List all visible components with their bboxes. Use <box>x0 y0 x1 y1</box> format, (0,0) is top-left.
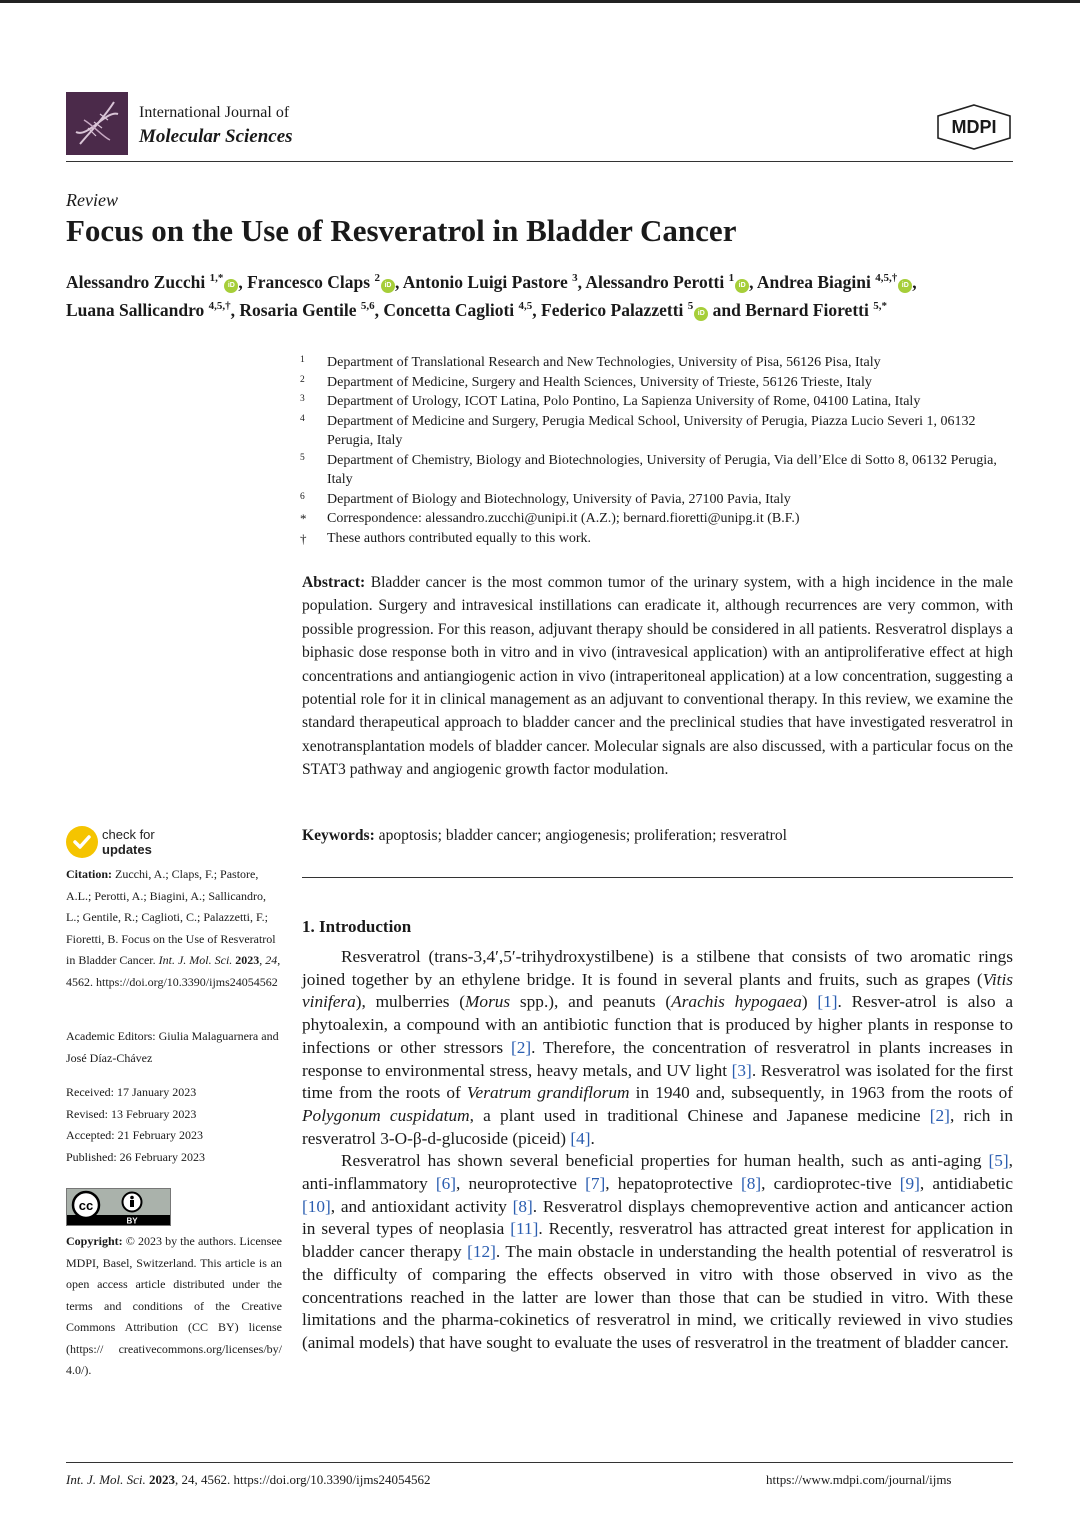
abstract-rule <box>302 877 1013 878</box>
checkmark-icon <box>66 826 98 858</box>
citation-label: Citation: <box>66 867 112 881</box>
species-name: Vitis vinifera <box>302 969 1013 1012</box>
body-text: . The main obstacle in understanding the health potential of resveratrol is the difficulty of comparing the effects observed in vitro with those observed in vivo as the concentrations reached in the latter are lower than those that can be studied in vitro. With these limitations and the pharma-cokinetics of resveratrol in mind, we critically reviewed in vivo studies (animal models) that have sought to evaluate the uses of resveratrol in the treatment of bladder cancer. <box>302 1242 1013 1352</box>
citation-doi[interactable]: https://doi.org/10.3390/ijms24054562 <box>96 974 278 989</box>
affiliation-mark: 2 <box>300 374 305 385</box>
dna-helix-icon <box>66 92 128 155</box>
section-heading-introduction: 1. Introduction <box>302 917 412 936</box>
author-affiliation-mark: 1,* <box>209 272 224 284</box>
affiliation-item <box>300 392 1020 412</box>
revised-date: Revised: 13 February 2023 <box>66 1106 197 1121</box>
body-text: , neuroprotective <box>456 1174 586 1194</box>
affiliation-mark: * <box>300 511 307 526</box>
affiliation-item <box>300 490 1020 510</box>
body-text: , antidiabetic <box>919 1174 1013 1194</box>
footer-year: 2023 <box>149 1472 176 1487</box>
reference-link[interactable]: [6] <box>435 1174 457 1194</box>
publisher-name: MDPI <box>951 117 997 137</box>
body-text: . Recently, resveratrol has attracted great interest for application in bladder cancer therapy <box>302 1219 1013 1262</box>
author-name: Bernard Fioretti <box>745 299 869 320</box>
academic-editors: Academic Editors: Giulia Malaguarnera and José Díaz-Chávez <box>66 1029 279 1065</box>
body-text: , anti-inflammatory <box>302 1151 1013 1194</box>
author-name: Luana Sallicandro <box>66 299 205 320</box>
affiliation-item <box>300 529 1020 549</box>
journal-logo <box>66 92 128 155</box>
footer-citation <box>66 1472 431 1488</box>
affiliation-mark: 1 <box>300 355 305 365</box>
author-name: Francesco Claps <box>247 271 371 292</box>
author-affiliation-mark: 2 <box>374 272 380 284</box>
author-affiliation-mark: 4,5 <box>518 299 533 312</box>
cc-by-license-badge[interactable] <box>66 1188 171 1226</box>
reference-link[interactable]: [5] <box>988 1151 1009 1171</box>
journal-name-line2: Molecular Sciences <box>139 126 293 147</box>
affiliation-text: Department of Urology, ICOT Latina, Polo Pontino, La Sapienza University of Rome, 04100 Latina, Italy <box>327 394 921 409</box>
body-text: , rich in resveratrol 3-O-β-d-glucoside (piceid) <box>302 1105 1013 1148</box>
author-name: Concetta Caglioti <box>383 299 515 320</box>
accepted-date: Accepted: 21 February 2023 <box>66 1128 203 1142</box>
orcid-icon[interactable]: iD <box>694 307 708 321</box>
orcid-icon[interactable]: iD <box>224 279 238 293</box>
body-text: , cardioprotec-tive <box>761 1174 900 1194</box>
citation-volume: 24 <box>265 953 278 967</box>
author-name: Antonio Luigi Pastore <box>402 271 568 292</box>
citation-block: Citation: Zucchi, A.; Claps, F.; Pastore, A.L.; Perotti, A.; Biagini, A.; Sallicandro, L.; Gentile, R.; Caglioti, C.; Palazzetti, F.; Fioretti, B. Focus on the Use of Resveratrol in Bladder Cancer. Int. J. Mol. Sci. 2023, 24, 4562. https://doi.org/10.3390/ijms24054562 <box>66 867 281 989</box>
keywords-label: Keywords: <box>302 827 375 844</box>
body-paragraph <box>302 1150 1013 1354</box>
citation-year: 2023 <box>235 953 260 967</box>
affiliation-item <box>300 353 1020 373</box>
top-border <box>0 0 1080 3</box>
species-name: Polygonum cuspidatum <box>302 1105 470 1125</box>
check-for-updates-text <box>102 827 155 857</box>
reference-link[interactable]: [10] <box>302 1196 331 1216</box>
copyright-text: © 2023 by the authors. Licensee MDPI, Basel, Switzerland. This article is an open access article distributed under the terms and conditions of the Creative Commons Attribution (CC BY) license (https:// creativecommons.org/licenses/by/ 4.0/). <box>66 1234 283 1377</box>
body-paragraph <box>302 946 1013 1150</box>
introduction-body <box>302 946 1013 1355</box>
body-text: . <box>590 1128 595 1148</box>
article-title: Focus on the Use of Resveratrol in Bladder Cancer <box>66 213 737 248</box>
cc-text: cc <box>78 1198 94 1213</box>
species-name: Arachis hypogaea <box>671 992 802 1012</box>
abstract <box>302 571 1013 782</box>
received-date: Received: 17 January 2023 <box>66 1085 197 1099</box>
body-text: ), mulberries ( <box>355 992 466 1012</box>
reference-link[interactable]: [9] <box>899 1174 920 1194</box>
author-name: Rosaria Gentile <box>239 299 357 320</box>
reference-link[interactable]: [2] <box>510 1037 532 1057</box>
affiliation-text: Department of Medicine, Surgery and Health Sciences, University of Trieste, 56126 Trieste, Italy <box>327 374 872 390</box>
dates-block <box>66 1082 282 1168</box>
affiliation-item <box>300 451 1020 490</box>
affiliation-item <box>300 412 1020 451</box>
author-affiliation-mark: 5,6 <box>360 299 375 312</box>
orcid-icon[interactable]: iD <box>898 279 912 293</box>
author-affiliation-mark: 4,5,† <box>875 272 898 284</box>
mdpi-logo[interactable] <box>936 104 1012 150</box>
abstract-label: Abstract: <box>302 574 366 591</box>
affiliation-mark: 5 <box>300 452 305 463</box>
reference-link[interactable]: [8] <box>740 1174 762 1194</box>
reference-link[interactable]: [2] <box>929 1105 950 1125</box>
species-name: Morus <box>465 992 511 1012</box>
body-text: , a plant used in traditional Chinese and Japanese medicine <box>469 1105 930 1125</box>
reference-link[interactable]: [12] <box>467 1242 496 1262</box>
body-text: . Resver-atrol is also a phytoalexin, a compound with an antibiotic function that is produced by higher plants in response to infections or other stressors <box>302 992 1014 1057</box>
reference-link[interactable]: [4] <box>570 1128 591 1148</box>
body-text: . Resveratrol displays chemopreventive action and anticancer action in several types of neoplasia <box>302 1196 1013 1239</box>
author-name: Andrea Biagini <box>756 271 871 292</box>
affiliation-text: Department of Translational Research and New Technologies, University of Pisa, 56126 Pisa, Italy <box>327 355 881 370</box>
author-affiliation-mark: 3 <box>572 272 578 284</box>
check-line1: check for <box>102 827 155 842</box>
body-text: spp.), and peanuts ( <box>510 992 672 1012</box>
article-type: Review <box>66 190 118 210</box>
reference-link[interactable]: [1] <box>817 992 838 1012</box>
orcid-icon[interactable]: iD <box>735 279 749 293</box>
affiliation-text: Department of Chemistry, Biology and Biotechnologies, University of Perugia, Via dell’Elce di Sotto 8, 06132 Perugia, Italy <box>327 452 997 487</box>
cc-by-icon <box>67 1189 170 1225</box>
author-affiliation-mark: 1 <box>728 272 735 284</box>
reference-link[interactable]: [11] <box>510 1219 539 1239</box>
affiliation-text: These authors contributed equally to this work. <box>327 530 591 546</box>
keywords-text: apoptosis; bladder cancer; angiogenesis; proliferation; resveratrol <box>378 827 787 844</box>
body-text: . Therefore, the concentration of resveratrol in plants increases in response to environmental stress, heavy metals, and UV light <box>302 1037 1014 1080</box>
affiliation-text: Department of Medicine and Surgery, Perugia Medical School, University of Perugia, Piazza Lucio Severi 1, 06132 Perugia, Italy <box>327 413 976 448</box>
reference-link[interactable]: [7] <box>585 1174 606 1194</box>
citation-journal: Int. J. Mol. Sci. <box>158 953 233 967</box>
copyright-label: Copyright: <box>66 1234 123 1248</box>
author-affiliation-mark: 4,5,† <box>208 299 231 312</box>
author-list: Alessandro Zucchi $^{1,*}$iD , Francesco Claps $^2$iD , Antonio Luigi Pastore $^3$, Alessandro Perotti $^1$iD , Andrea Biagini $^{4,5,\dagger}$iD , Luana Sallicandro $^{4,5,\dagger}$, Rosaria Gentile $^{5,6}$, Concetta Caglioti $^{4,5}$, Federico Palazzetti $^5$iD and Bernard Fioretti $^{5,*}$ <box>66 271 917 320</box>
citation-pages: 4562. <box>66 974 93 989</box>
author-name: Alessandro Zucchi <box>66 271 206 292</box>
affiliation-mark: 4 <box>300 413 305 424</box>
abstract-text: Bladder cancer is the most common tumor of the urinary system, with a high incidence in the male population. Surgery and intravesical instillations can eradicate it, although recurrences are very common, with possible progression. For this reason, adjuvant therapy should be considered in all patients. Resveratrol displays a biphasic dose response both in vitro and in vivo (intravesical application) with an antiproliferative effect at high concentrations and antiangiogenic action in vivo (intraperitoneal application) at a low concentration, suggesting a potential role for it in clinical management as an adjuvant to conventional therapy. In this review, we examine the standard therapeutical approach to bladder cancer and the preclinical studies that have investigated resveratrol in xenotransplantation models of bladder cancer. Molecular signals are also discussed, with a particular focus on the STAT3 pathway and angiogenic growth factor modulation. <box>302 574 1013 779</box>
affiliation-list <box>300 353 1020 548</box>
author-affiliation-mark: 5 <box>687 299 694 312</box>
citation-text: Zucchi, A.; Claps, F.; Pastore, A.L.; Perotti, A.; Biagini, A.; Sallicandro, L.; Gentile, R.; Caglioti, C.; Palazzetti, F.; Fioretti, B. Focus on the Use of Resveratrol in Bladder Cancer. <box>66 867 276 967</box>
body-text: , hepatoprotective <box>605 1174 741 1194</box>
body-text: ) <box>801 992 818 1012</box>
body-text: in 1940 and, subsequently, in 1963 from the roots of <box>629 1083 1013 1103</box>
check-line2: updates <box>102 842 152 857</box>
affiliation-mark: † <box>300 530 307 546</box>
copyright-block <box>66 1231 282 1382</box>
body-text: . Resveratrol was isolated for the first time from the roots of <box>302 1060 1013 1103</box>
author-name: Federico Palazzetti <box>541 299 684 320</box>
reference-link[interactable]: [3] <box>731 1060 752 1080</box>
affiliation-text: Correspondence: alessandro.zucchi@unipi.it (A.Z.); bernard.fioretti@unipg.it (B.F.) <box>327 511 800 526</box>
author-affiliation-mark: 5,* <box>873 299 887 312</box>
affiliation-mark: 3 <box>300 394 305 404</box>
footer-rest: , 24, 4562. https://doi.org/10.3390/ijms24054562 <box>175 1472 431 1487</box>
footer-journal-url[interactable]: https://www.mdpi.com/journal/ijms <box>766 1472 952 1487</box>
header-rule <box>66 161 1013 162</box>
affiliation-text: Department of Biology and Biotechnology, University of Pavia, 27100 Pavia, Italy <box>327 491 791 507</box>
published-date: Published: 26 February 2023 <box>66 1149 205 1164</box>
footer-rule <box>66 1462 1013 1463</box>
reference-link[interactable]: [8] <box>512 1196 533 1216</box>
orcid-icon[interactable]: iD <box>381 279 395 293</box>
body-text: , and antioxidant activity <box>330 1196 513 1216</box>
affiliation-mark: 6 <box>300 491 305 502</box>
body-text: Resveratrol (trans-3,4′,5′-trihydroxystilbene) is a stilbene that consists of two aromatic rings joined together by an ethylene bridge. It is found in several plants and fruits, such as grapes ( <box>302 947 1013 989</box>
keywords <box>302 827 1013 845</box>
by-text: BY <box>126 1216 138 1225</box>
affiliation-item <box>300 373 1020 393</box>
author-name: Alessandro Perotti <box>585 271 725 292</box>
footer-journal: Int. J. Mol. Sci. <box>66 1472 146 1487</box>
journal-name-line1: International Journal of <box>139 104 290 121</box>
affiliation-item <box>300 509 1020 529</box>
species-name: Veratrum grandiflorum <box>466 1083 630 1103</box>
body-text: Resveratrol has shown several beneficial properties for human health, such as anti-aging <box>341 1151 989 1171</box>
